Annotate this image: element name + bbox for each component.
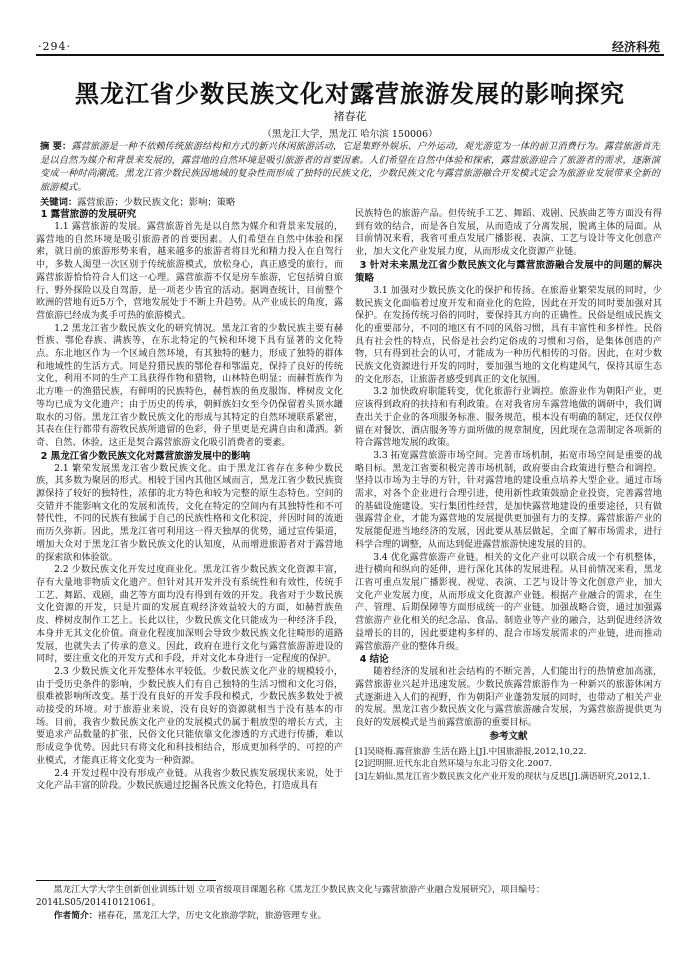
author-note-label: 作者简介： — [53, 911, 98, 921]
body-paragraph: 3.3 拓宽露营旅游市场空间。完善市场机制，拓宽市场空间是重要的战略目标。黑龙江省要积极完善市场机制，政府要由合政策进行整合和调控。坚持以市场为主导的方针，针对露营地的建设重点培养大型企业。通过市场需求，对各个企业进行合理引进，使用新性政策鼓励企业投资，完善露营地的基础设施建设。实行集团性经营，是加快露营地建设的重要途径，只有做强露营企业，才能为露营地的发展提供更加强有力的支撑。露营旅游产业的发展能促进当地经济的发展，因此要从基层做起，全面了解市场需求，进行科学合理的调整，从而达到促进露营旅游快速发展的目的。 — [355, 450, 662, 550]
keywords-label: 关键词： — [40, 197, 78, 208]
reference-list — [355, 746, 662, 783]
section-heading: 4 结论 — [359, 654, 389, 666]
references-heading: 参考文献 — [489, 730, 528, 742]
abstract-label: 摘 要： — [40, 141, 72, 152]
article-title: 黑龙江省少数民族文化对露营旅游发展的影响探究 — [75, 80, 625, 108]
body-paragraph: 2.4 开发过程中没有形成产业链。从我省少数民族发展现状来说，处于文化产品丰富的阶段。少数民族通过挖掘各民族文化特色，打造成具有 — [36, 768, 343, 792]
footnotes — [36, 884, 664, 923]
body-paragraph: 2.1 繁荣发展黑龙江省少数民族文化。由于黑龙江省存在多种少数民族，其多数为聚居的形式。相较于国内其他区域而言，黑龙江省少数民族资源保持了较好的独特性，浓郁的北方特色和较为完整的原生态特色。空间的交错并不能影响文化的发展和流传，文化在特定的空间内有其独特性和不可替代性，不同的民族有独属于自己的民族性格和文化积淀，并因时间的流逝而历久弥新。因此，黑龙江省可利用这一得天独厚的优势，通过宣传渠道，增加大众对于黑龙江省少数民族文化的认知度，从而增进旅游者对于露营地的探索欲和体验欲。 — [36, 463, 343, 563]
reference-item: [3]左娟仙.黑龙江省少数民族文化产业开发的现状与反思[J].满语研究,2012,1. — [355, 771, 651, 782]
page-number: ·294· — [38, 40, 71, 53]
author-affiliation: （黑龙江大学，黑龙江 哈尔滨 150006） — [262, 129, 438, 140]
body-paragraph: 2.3 少数民族文化开发整体水平较低。少数民族文化产业的规模较小，由于受历史条件的影响，少数民族人们有自己独特的生活习惯和文化习俗，很难被影响所改变。基于没有良好的开发手段和模式，少数民族多数处于被动接受的环境。对于旅游业来说，没有良好的资源就相当于没有基本的市场。目前，我省少数民族文化产业的发展模式仍属于粗放型的增长方式，主要追求产品数量的扩张，民俗文化只能依靠文化渗透的方式进行传播，难以形成竞争优势。因此只有将文化和科技相结合，形成更加科学的、可控的产业模式，才能真正将文化变为一种资源。 — [36, 666, 343, 766]
section-heading: 3 针对未来黑龙江省少数民族文化与露营旅游融合发展中的问题的解决策略 — [355, 259, 662, 284]
journal-name: 经济科苑 — [611, 40, 660, 54]
keywords-text: 露营旅游；少数民族文化；影响；策略 — [77, 197, 236, 208]
author-name: 褚春花 — [333, 110, 367, 123]
section-heading: 1 露营旅游的发展研究 — [40, 209, 137, 220]
body-paragraph: 民族特色的旅游产品。但传统手工艺、舞蹈、戏剧、民族曲艺等方面没有得到有效的结合，而是各自发展，从而造成了分离发展，脱离主体的局面。从目前情况来看，我省可重点发展广播影视、表演、工艺与设计等文化创意产业，加大文化产业发展力度，从而形成文化资源产业链。 — [355, 209, 662, 258]
author-note — [36, 910, 664, 923]
body-paragraph: 随着经济的发展和社会结构的不断完善，人们能出行的热情愈加高涨，露营旅游业兴起并迅速发展。少数民族露营旅游作为一种新兴的旅游休闲方式逐渐进入人们的视野，作为朝阳产业蓬勃发展的同时，也带动了相关产业的发展。黑龙江省少数民族文化与露营旅游融合发展，为露营旅游提供更为良好的发展模式是当前露营旅游的重要目标。 — [355, 667, 662, 729]
footnote-rule — [36, 880, 216, 881]
body-paragraph: 3.4 优化露营旅游产业链。相关的文化产业可以联合成一个有机整体，进行横向和纵向的延伸，进行深化其体的发展进程。从目前情况来看，黑龙江省可重点发展广播影视、视觉、表演、工艺与设计等文化创意产业，加大文化产业发展力度，从而形成文化资源产业链。根据产业融合的需求，在生产、管理、后期保障等方面形成统一的产业链。加强战略合资，通过加强露营旅游产业化相关的纪念品、食品、制造业等产业的融合，达到促进经济效益增长的目的，因此要建构多样的、混合市场发展需求的产业链，进而推动露营旅游产业的整体升级。 — [355, 552, 662, 652]
reference-item: [1]吴晓梅.露营旅游 生活在路上[J].中国旅游报,2012,10,22. — [355, 746, 587, 757]
right-column — [355, 208, 662, 783]
left-column — [36, 208, 343, 793]
author-note-text: 褚春花，黑龙江大学，历史文化旅游学院，旅游管理专业。 — [97, 911, 327, 921]
body-paragraph: 1.1 露营旅游的发展。露营旅游首先是以自然为媒介和背景来发展的，露营地的自然环境是吸引旅游者的首要因素。人们希望在自然中体验和探索，就日前的旅游形势来看，越来越多的旅游者将目光和精力投入在自驾行中，多数人渴望一次区别于传统旅游模式，放松身心，真正感受的旅行，而露营旅游恰恰符合人们这一心理。露营旅游不仅是房车旅游，它包括骑自旅行、野外探险以及自驾游，是一项老少皆宜的活动。据调查统计，目前整个欧洲的营地有近5万个，营地发展处于不断上升趋势。从产业成长的角度，露营旅游已经成为炙手可热的旅游模式。 — [36, 222, 343, 321]
abstract — [40, 140, 660, 194]
body-paragraph: 3.2 加快政府职能转变，优化旅游行业调控。旅游业作为朝阳产业，更应该得到政府的扶持和有利政策。在对我省房车露营地做的调研中，我们调查出关于企业的各项服务标准、服务规范，根本没有明确的制定，还仅仅停留在对餐饮、酒店服务等方面所做的规章制度，因此现在急需制定各项新的符合露营地发展的政策。 — [355, 387, 662, 449]
section-heading: 2 黑龙江省少数民族文化对露营旅游发展中的影响 — [40, 450, 251, 462]
abstract-text: 露营旅游是一种不依赖传统旅游结构和方式的新兴休闲旅游活动，它是集野外娱乐、户外运动，观光游览为一体的前卫消费行为。露营旅游首先是以自然为媒介和背景来发展的，露营地的自然环境是吸引旅游者的首要因素。人们希望在自然中体验和探索，露营旅游迎合了旅游者的需求，逐渐演变成一种时尚潮流。黑龙江省少数民族因地域的复杂性而形成了独特的民族文化，少数民族文化与露营旅游融合开发模式定会为旅游业发展带来全新的旅游模式。 — [40, 141, 660, 193]
body-paragraph: 3.1 加强对少数民族文化的保护和传扬。在旅游业繁荣发展的同时，少数民族文化面临着过度开发和商业化的危险，因此在开发的同时要加强对其保护。在发扬传统习俗的同时，要保持其方向的正确性。民俗是组成民族文化的重要部分，不同的地区有不同的风俗习惯，具有丰富性和多样性。民俗具有社会性的特点，民俗是社会约定俗成的习惯和习俗，是集体创造的产物，只有得到社会的认可，才能成为一种历代相传的习俗。因此，在对少数民族文化资源进行开发的同时，要加强当地的文化构建风气，保持其原生态的文化形态，让旅游者感受到真正的文化氛围。 — [355, 285, 662, 385]
funding-note: 黑龙江大学大学生创新创业训练计划 立项省级项目课题名称《黑龙江少数民族文化与露营旅游产业融合发展研究》，项目编号：2014LS05/201410121061。 — [36, 885, 545, 908]
header-rule — [36, 54, 664, 56]
reference-item: [2]迟明照.近代东北自然环境与东北习俗文化.2007. — [355, 759, 552, 770]
body-paragraph: 1.2 黑龙江省少数民族文化的研究情况。黑龙江省的少数民族主要有赫哲族、鄂伦春族、满族等，在东北特定的气候和环境下具有显著的文化特点。东北地区作为一个区域自然环境，有其独特的魅力，形成了独特的群体和地域性的生活方式。同是狩猎民族的鄂伦春和鄂温克，保持了良好的传统文化，利用不同的生产工具获得作物和猎物，山林特色明显；而赫哲族作为北方唯一的渔猎民族，有鲜明的民族特色，赫哲族的鱼皮服饰、桦树皮文化等均已成为文化遗产；由于历史的传承，朝鲜族妇女至今仍保留着头顶水罐取水的习俗。黑龙江省少数民族文化的形成与其特定的自然环境联系紧密，其表在住行都带有游牧民族所遗留的色彩，骨子里更是充满自由和潇洒。新奇、自然、休验，这正是契合露营旅游文化吸引消费者的要素。 — [36, 323, 343, 448]
body-paragraph: 2.2 少数民族文化开发过度商业化。黑龙江省少数民族文化资源丰富，存有大量地非物质文化遗产。但针对其开发并没有系统性和有效性，传统手工艺、舞蹈、戏剧，曲艺等方面均没有得到有效的开发。我省对于少数民族文化资源的开发，只是片面的发展直观经济效益较大的方面，如赫哲族鱼皮、桦树皮制作工艺上。长此以往，少数民族文化只能成为一种经济手段，本身并无其文化价值。商业化程度加深则会导致少数民族文化往畸形的道路发展，也就失去了传承的意义。因此，政府在进行文化与露营旅游游进设的同时，要注重文化的开发方式和手段，并对文化本身进行一定程度的保护。 — [36, 565, 343, 665]
